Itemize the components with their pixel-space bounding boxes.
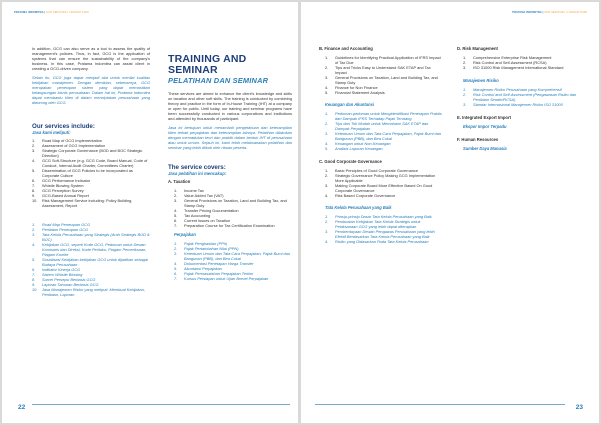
gcg-intro-id: Selain itu, GCG juga dapat menjadi alat untuk menilai kualitas kebijakan manajemen. Dengan demikian, sebenarnya, GCG merupakan penerapan sistem yang dapat memastikan kelangsungan bisnis perusahaan. Dalam hal ini, Pratama Indomitra dapat membantu klien di dalam menciptakan perusahaan yang didorong oleh GCG.: [32, 75, 150, 105]
list-item: 9. Laporan Tahunan Berbasis GCG: [32, 282, 99, 287]
risk-list-en: [457, 55, 581, 70]
page-number-right: 23: [575, 404, 583, 411]
training-title: TRAINING AND SEMINAR: [168, 53, 247, 76]
list-item: 1. Pajak Penghasilan (PPh): [174, 241, 228, 246]
section-e-subtitle: Ekspor Impor Terpadu: [463, 124, 507, 129]
left-page-header: PRATAMA INDOMITRA | OUR SERVICES | LINGKUP KAMI: [14, 11, 89, 14]
list-item: 6. Pajak Permasalahan Perpajakan Terkini: [174, 271, 254, 276]
list-item: 2. Value Added Tax (VAT): [174, 193, 224, 198]
list-item: 3. Making Corporate Board More Effective Based On Good Corporate Governance: [325, 183, 433, 193]
list-item: 4. Finance for Non Finance: [325, 85, 378, 90]
list-item: 7. Kursus Persiapan untuk Ujian Brevet Perpajakan: [174, 276, 269, 281]
list-item: 1. Road Map Penerapan GCG: [32, 222, 91, 227]
list-item: 5. Sosialisasi Kebijakan-kebijakan GCG untuk dijadikan sebagai Budaya Perusahaan: [32, 257, 148, 267]
list-item: 4. Risiko yang Didasarkan Pada Tata Kelola Perusahaan: [325, 239, 429, 244]
training-column: [168, 54, 292, 285]
section-f-title: F. Human Resources: [457, 137, 499, 142]
list-item: 1. Basic Principles of Good Corporate Governance: [325, 168, 419, 173]
section-c-title: C. Good Corporate Governance: [319, 159, 382, 164]
training-intro-en: These services are aimed to enhance the client's knowledge and skills on taxation and other soft skills. The training is conducted by combining theory and practice in the form of In-House Training (IHT) at a company or open for public. Until today, our training and seminar programs have been successfully conducted in various corporations and institutions and attended by thousands of participant.: [168, 91, 292, 121]
list-item: 7. Preparation Course for Tax Certification Examination: [174, 223, 275, 228]
services-list-id: [32, 222, 150, 297]
list-item: 1. Comprehensive Enterprise Risk Management: [463, 55, 552, 60]
list-item: 2. Tips and Tricks Easy to Understand SAK ETAP and Tax Impact: [325, 65, 431, 75]
list-item: 8. GCG Perception Survey: [32, 188, 84, 193]
list-item: 6. Current Issues on Taxation: [174, 218, 231, 223]
gcg-intro-en: In addition, GCG can also serve as a tool to assess the quality of management's policies. Thus, in fact, GCG is the application of systems that can ensure the sustainability of the company's business. In this case, Pratama Indomitra can assist client in creating a GCG-driven company.: [32, 46, 150, 71]
section-a-title: A. Taxation: [168, 179, 191, 184]
footer-rule-right: [315, 404, 565, 405]
taxation-list-id: [168, 241, 292, 281]
list-item: 2. Tips dan Trik Mudah untuk Memahami SAK ETAP dan Dampak Perpajakan: [325, 121, 429, 131]
list-item: 7. Sistem Whistle Blowing: [32, 272, 83, 277]
services-subtitle: Jasa kami meliputi:: [32, 130, 71, 135]
list-item: 3. Ketentuan Umum dan Tata Cara Perpajakan, Pajak Bumi dan Bangunan (PBB), dan Bea Cukai: [174, 251, 291, 261]
list-item: 8. Survei Persepsi Berbasis GCG: [32, 277, 96, 282]
section-e-title: E. Integrated Export Import: [457, 115, 511, 120]
section-b-title: B. Finance and Accounting: [319, 46, 373, 51]
list-item: 1. Manajemen Risiko Perusahaan yang Komprehensif: [463, 87, 562, 92]
gcg-list-id: [319, 214, 443, 244]
list-item: 1. Pedoman-pedoman untuk Mengidentifikasi Penerapan Praktis dari Dampak IFRS Terhadap Pajak Terutang: [325, 111, 442, 121]
list-item: 4. Risk Based Corporate Governance: [325, 193, 396, 198]
risk-id-title: Manajemen Risiko: [463, 78, 499, 83]
list-item: 6. GCG Performance Indicator: [32, 178, 91, 183]
list-item: 2. Assessment of GCG Implementation: [32, 143, 106, 148]
left-page: [2, 2, 298, 423]
list-item: 3. General Provisions on Taxation, Land and Building Tax, and Stamp Duty: [174, 198, 287, 208]
right-column-left: [319, 46, 443, 248]
list-item: 5. Financial Statement Analysis: [325, 90, 385, 95]
section-f-subtitle: Sumber Daya Manusia: [463, 146, 507, 151]
left-column: [32, 46, 150, 301]
header-brand: PRATAMA INDOMITRA: [512, 11, 542, 14]
list-item: 2. Risk Control and Self-Assessment (RCSA): [463, 60, 547, 65]
list-item: 3. Pemberdayaan Dewan Pengawas Perusahaan yang lebih Efektif Berdasarkan Tata Kelola Perusahaan yang Baik: [325, 229, 435, 239]
training-intro-id: Jasa ini bertujuan untuk menambah pengetahuan dan keterampilan klien terkait perpajakan dan keterampilan lainnya. Pelatihan dilakukan dengan memadukan teori dan praktik dalam bentuk IHT di perusahaan atau untuk umum. Sejauh ini, kami telah melaksanakan pelatihan dan seminar yang telah diikuti oleh ribuan peserta.: [168, 125, 292, 150]
list-item: 2. Pajak Pertambahan Nilai (PPN): [174, 246, 239, 251]
list-item: 2. Pembuatan Kebijakan Tata Kelola Strategis untuk Pelaksanaan GCG yang lebih dapat diterapkan: [325, 219, 421, 229]
list-item: 10. Risk Management Service including: Policy Building, Assessment, Report: [32, 198, 133, 208]
list-item: 3. Strategic Corporate Governance (BOD and BOC Strategic Direction): [32, 148, 143, 158]
list-item: 2. Strategic Governance Policy Making GCG Implementation More Applicable: [325, 173, 436, 183]
header-brand: PRATAMA INDOMITRA: [14, 11, 44, 14]
page-number-left: 22: [18, 404, 26, 411]
list-item: 5. Akuntansi Perpajakan: [174, 266, 222, 271]
list-item: 2. Penilaian Penerapan GCG: [32, 227, 89, 232]
right-page-header: PRATAMA INDOMITRA | OUR SERVICES | LINGKUP KAMI: [512, 11, 587, 14]
list-item: 3. General Provisions on Taxation, Land and Building Tax, and Stamp Duty: [325, 75, 438, 85]
right-column-right: [457, 46, 581, 155]
list-item: 1. Guidelines for Identifying Practical Application of IFRS Impact of Tax Due: [325, 55, 441, 65]
gcg-id-title: Tata Kelola Perusahaan yang Baik: [325, 205, 392, 210]
list-item: 10. Jasa Manajemen Risiko yang meliputi: Membuat Kebijakan, Penilaian, Laporan: [32, 287, 145, 297]
right-page: [301, 2, 599, 423]
header-section: OUR SERVICES | LINGKUP KAMI: [45, 11, 89, 14]
list-item: 6. Indikator Kinerja GCG: [32, 267, 81, 272]
training-subtitle: PELATIHAN DAN SEMINAR: [168, 76, 269, 85]
list-item: 3. Ketentuan Umum dan Tata Cara Perpajakan, Pajak Bumi dan Bangunan (PBB), dan Bea Cukai: [325, 131, 442, 141]
services-title: Our services include:: [32, 123, 95, 130]
list-item: 4. GCG Soft-Structure (e.g. GCG Code, Board Manual, Code of Conduct, Internal Audit Charter, Committees Charter): [32, 158, 148, 168]
list-item: 3. Standar Internasional Manajemen Risiko ISO 31000: [463, 102, 563, 107]
list-item: 4. Transfer Pricing Documentation: [174, 208, 239, 213]
list-item: 5. Dissemination of GCG Policies to be incorporated as Corporate Culture: [32, 168, 133, 178]
list-item: 1. Prinsip-prinsip Dasar Tata Kelola Perusahaan yang Baik: [325, 214, 432, 219]
list-item: 4. Keuangan untuk Non-Keuangan: [325, 141, 391, 146]
covers-title: The service covers:: [168, 164, 226, 171]
covers-subtitle: Jasa pelatihan ini mencakup:: [168, 171, 227, 176]
list-item: 3. Tata Kelola Perusahaan yang Strategis (Arah Strategis BOD & BOC): [32, 232, 150, 242]
list-item: 5. Analisis Laporan Keuangan: [325, 146, 383, 151]
list-item: 4. Dokumentasi Penetapan Harga Transfer: [174, 261, 254, 266]
taxation-id-title: Perpajakan: [174, 232, 196, 237]
list-item: 2. Risk Control and Self-Assessment (Pengawasan Risiko dan Penilaian Sendiri/RCSA): [463, 92, 577, 102]
list-item: 4. Kebijakan GCG, seperti Kode GCG, Pedoman untuk Dewan Komisaris dan Direksi, Kode Perilaku, Piagam Pemeriksaan, Piagam Komite: [32, 242, 147, 257]
finance-id-title: Keuangan dan Akuntansi: [325, 102, 374, 107]
list-item: 5. Tax Accounting: [174, 213, 211, 218]
list-item: 3. ISO 31000 Risk Management International Standard: [463, 65, 564, 70]
list-item: 1. Road Map of GCG Implementation: [32, 138, 102, 143]
services-list-en: [32, 138, 150, 208]
list-item: 7. Whistle Blowing System: [32, 183, 84, 188]
taxation-list-en: [168, 188, 292, 228]
list-item: 9. GCG-Based Annual Report: [32, 193, 89, 198]
gcg-list-en: [319, 168, 443, 198]
risk-list-id: [457, 87, 581, 107]
header-section: OUR SERVICES | LINGKUP KAMI: [544, 11, 587, 14]
section-d-title: D. Risk Management: [457, 46, 498, 51]
list-item: 1. Income Tax: [174, 188, 204, 193]
finance-list-en: [319, 55, 443, 95]
footer-rule-left: [32, 404, 290, 405]
finance-list-id: [319, 111, 443, 151]
